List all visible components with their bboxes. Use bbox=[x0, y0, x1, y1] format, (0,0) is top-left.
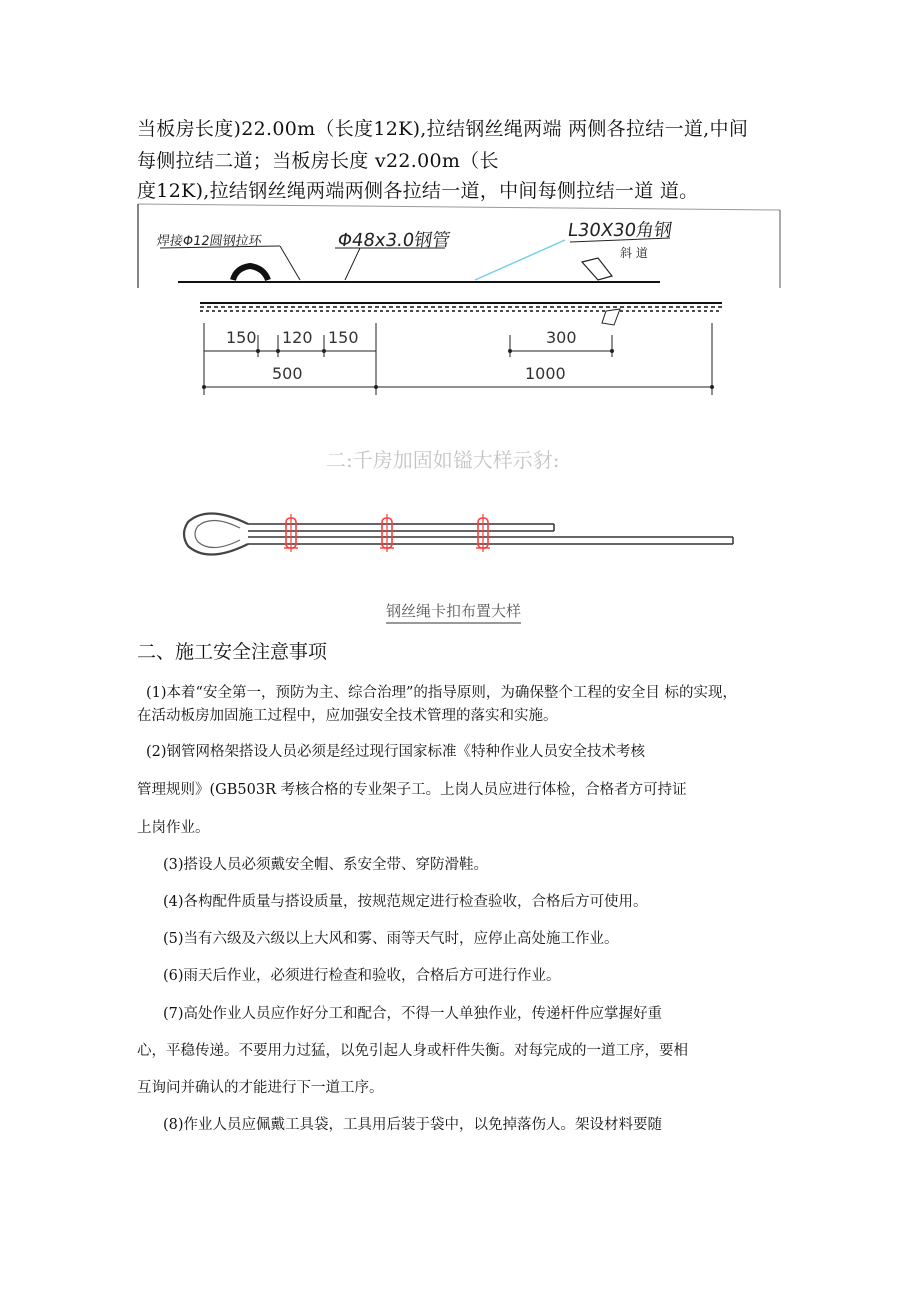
dimension-1000: 1000 bbox=[525, 364, 566, 383]
paragraph-7-line-1: (7)高处作业人员应作好分工和配合，不得一人单独作业，传递杆件应掌握好重 bbox=[163, 1006, 663, 1022]
pipe-label: Φ48x3.0钢管 bbox=[336, 230, 452, 251]
dimension-300: 300 bbox=[546, 328, 577, 347]
figure-1-title: 二:千房加固如镒大样示豺: bbox=[326, 448, 560, 472]
dimension-150-left: 150 bbox=[226, 328, 257, 347]
intro-line-2: 每侧拉结二道；当板房长度 v22.00m（长 bbox=[137, 150, 499, 172]
intro-line-1: 当板房长度)22.00m（长度12K),拉结钢丝绳两端 两侧各拉结一道,中间 bbox=[137, 118, 749, 140]
cyan-leader-line bbox=[475, 240, 565, 280]
weld-ring-icon bbox=[233, 266, 268, 280]
paragraph-7-line-3: 互询问并确认的才能进行下一道工序。 bbox=[137, 1080, 384, 1096]
paragraph-2-line-3: 上岗作业。 bbox=[137, 820, 210, 836]
dimension-drawing bbox=[190, 295, 730, 410]
section-heading: 二、施工安全注意事项 bbox=[137, 641, 328, 663]
rope-thimble-icon bbox=[184, 513, 248, 554]
paragraph-5: (5)当有六级及六级以上大风和雾、雨等天气时，应停止高处施工作业。 bbox=[163, 931, 619, 947]
paragraph-3: (3)搭设人员必须戴安全帽、系安全带、穿防滑鞋。 bbox=[163, 857, 489, 873]
rope-clamp-icon bbox=[380, 514, 394, 552]
wire-rope-clamp-drawing bbox=[178, 500, 738, 570]
angle-steel-label: L30X30角钢 bbox=[566, 220, 674, 241]
paragraph-7-line-2: 心，平稳传递。不要用力过猛，以免引起人身或杆件失衡。对每完成的一道工序，要相 bbox=[137, 1043, 688, 1059]
paragraph-8-line-1: (8)作业人员应佩戴工具袋，工具用后装于袋中，以免掉落伤人。架设材料要随 bbox=[163, 1117, 663, 1133]
paragraph-2-line-1: (2)钢管网格架搭设人员必须是经过现行国家标准《特种作业人员安全技术考核 bbox=[146, 744, 646, 760]
paragraph-1-line-2: 在活动板房加固施工过程中，应加强安全技术管理的落实和实施。 bbox=[137, 708, 558, 724]
angle-steel-sublabel: 斜 道 bbox=[620, 246, 648, 260]
dimension-500: 500 bbox=[272, 364, 303, 383]
paragraph-1-line-1: (1)本着“安全第一，预防为主、综合治理”的指导原则，为确保整个工程的安全目 标的实现， bbox=[146, 685, 737, 701]
figure-2-caption: 钢丝绳卡扣布置大样 bbox=[386, 600, 521, 624]
weld-ring-label: 焊接Φ12圆钢拉环 bbox=[155, 234, 263, 249]
rope-clamp-icon bbox=[476, 514, 490, 552]
dimension-120: 120 bbox=[282, 328, 313, 347]
paragraph-6: (6)雨天后作业，必须进行检查和验收，合格后方可进行作业。 bbox=[163, 968, 561, 984]
dimension-150-right: 150 bbox=[328, 328, 359, 347]
intro-line-3: 度12K),拉结钢丝绳两端两侧各拉结一道，中间每侧拉结一道 道。 bbox=[137, 180, 699, 202]
rope-clamp-icon bbox=[284, 514, 298, 552]
paragraph-2-line-2: 管理规则》(GB503R 考核合格的专业架子工。上岗人员应进行体检，合格者方可持证 bbox=[137, 782, 687, 798]
paragraph-4: (4)各构配件质量与搭设质量，按规范规定进行检查验收，合格后方可使用。 bbox=[163, 894, 648, 910]
